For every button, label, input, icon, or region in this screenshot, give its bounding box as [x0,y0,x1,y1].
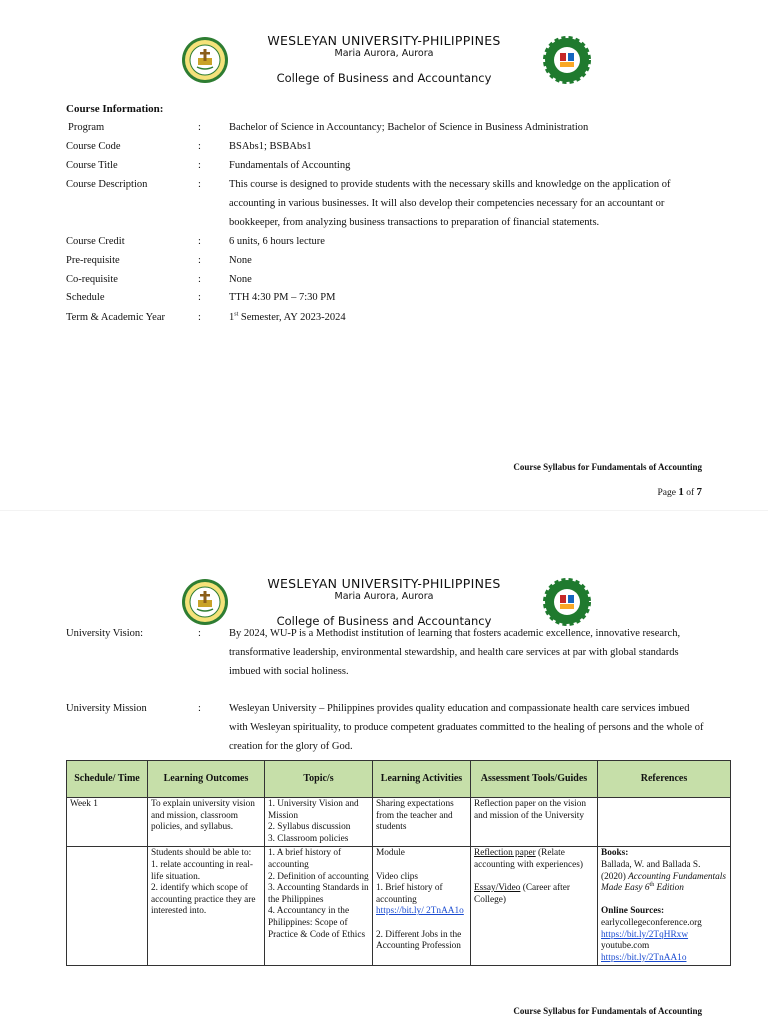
row1-outcomes: To explain university vision and mission, classroom policies, and syllabus. [148,798,265,847]
row1-schedule: Week 1 [67,798,148,847]
schedule-label: Schedule [66,292,105,303]
row2-schedule [67,847,148,966]
course-credit-label: Course Credit [66,236,125,247]
college-name: College of Business and Accountancy [276,71,492,85]
term-value [229,308,701,327]
reference-link[interactable]: https://bit.ly/2TnAA1o [601,952,687,963]
row2-references [598,847,731,966]
course-title-label: Course Title [66,160,118,171]
colon: : [198,160,201,171]
vision-label: University Vision: [66,628,144,639]
topic-item: 2. Definition of accounting [268,871,369,882]
term-suffix: st [234,311,239,318]
course-code-value: BSAbs1; BSBAbs1 [229,141,312,152]
mission-label: University Mission [66,703,147,714]
row2-topics [265,847,373,966]
vision-value: By 2024, WU-P is a Methodist institution of learning that fosters academic excellence, innovative research, transformative leadership, environmental stewardship, and health care services at par with global standards imbued with social holiness. [229,628,681,677]
university-address: Maria Aurora, Aurora [334,48,434,59]
row1-references [598,798,731,847]
outcome-item: Students should be able to: [151,848,252,859]
row2-outcomes [148,847,265,966]
reflection-paper-label: Reflection paper [474,848,536,859]
colon: : [198,312,201,323]
corequisite-label: Co-requisite [66,274,118,285]
video-link[interactable]: https://bit.ly/ 2TnAA1o [376,906,464,917]
page-word: Page [657,488,676,498]
book-citation [601,860,727,895]
university-name: WESLEYAN UNIVERSITY-PHILIPPINES [267,576,501,591]
topic-item: 1. University Vision and Mission [268,799,359,821]
header-schedule: Schedule/ Time [67,761,148,798]
colon: : [198,141,201,152]
activity-video-clips: Video clips [376,871,419,882]
row1-activities: Sharing expectations from the teacher and students [373,798,471,847]
reference-link[interactable]: https://bit.ly/2TqHRxw [601,929,689,940]
page-2 [0,512,768,1024]
term-rest: Semester, AY 2023-2024 [238,312,346,323]
topic-item: 1. A brief history of accounting [268,848,342,870]
header-learning-outcomes: Learning Outcomes [148,761,265,798]
essay-video-label: Essay/Video [474,883,521,894]
university-name: WESLEYAN UNIVERSITY-PHILIPPINES [267,33,501,48]
course-credit-value: 6 units, 6 hours lecture [229,236,325,247]
books-label: Books: [601,848,629,859]
colon: : [198,236,201,247]
book-authors: Ballada, W. and Ballada S. (2020) [601,859,701,882]
book-edition-suffix: th [649,882,655,889]
outcome-item: 1. relate accounting in real-life situation. [151,859,253,882]
term-label: Term & Academic Year [66,312,165,323]
outcome-item: 2. identify which scope of accounting practice they are interested into. [151,883,256,917]
page-total: 7 [696,486,702,498]
topic-item: 4. Accountancy in the Philippines: Scope of Practice & Code of Ethics [268,906,366,940]
table-header-row [67,761,731,798]
page-current: 1 [678,486,684,498]
row2-assessment [471,847,598,966]
header-assessment: Assessment Tools/Guides [471,761,598,798]
online-sources-label: Online Sources: [601,906,665,917]
header-references: References [598,761,731,798]
course-description-label: Course Description [66,179,148,190]
footer-title: Course Syllabus for Fundamentals of Accounting [513,462,702,472]
activity-module: Module [376,848,405,859]
online-source: youtube.com [601,941,650,952]
colon: : [198,274,201,285]
university-address: Maria Aurora, Aurora [334,591,434,602]
table-row [67,798,731,847]
page-number [657,486,702,498]
row1-topics [265,798,373,847]
course-title-value: Fundamentals of Accounting [229,160,351,171]
term-number: 1 [229,312,235,323]
course-code-label: Course Code [66,141,121,152]
footer-title: Course Syllabus for Fundamentals of Accounting [513,1006,702,1016]
activity-jobs: 2. Different Jobs in the Accounting Profession [376,929,462,952]
mission-value: Wesleyan University – Philippines provides quality education and compassionate health care services imbued with Wesleyan spirituality, to produce competent graduates committed to the healing of persons and the whole of creation for the glory of God. [229,703,704,752]
program-label: Program [68,122,105,133]
colon: : [198,703,201,714]
topic-item: 3. Classroom policies [268,833,349,844]
colon: : [198,179,201,190]
reflection-paper-desc: (Relate accounting with experiences) [474,848,583,870]
colon: : [198,255,201,266]
row2-activities [373,847,471,966]
course-description-value: This course is designed to provide students with the necessary skills and knowledge on the application of accounting in various businesses. It will also develop their competencies necessary for an accountant or bookkeeper, from analyzing business transactions to preparation of financial statements. [229,179,671,228]
topic-item: 2. Syllabus discussion [268,822,351,833]
table-row [67,847,731,966]
college-name: College of Business and Accountancy [276,614,492,628]
book-edition: Edition [656,883,684,894]
syllabus-table [66,760,731,966]
prerequisite-label: Pre-requisite [66,255,120,266]
colon: : [198,122,201,133]
assessment-essay [474,883,594,906]
activity-brief-history: 1. Brief history of accounting [376,883,443,905]
course-information-heading: Course Information: [66,103,164,115]
program-value: Bachelor of Science in Accountancy; Bachelor of Science in Business Administration [229,122,589,133]
topic-item: 3. Accounting Standards in the Philippines [268,883,369,905]
essay-video-desc: (Career after College) [474,883,570,905]
page-separator [0,510,768,511]
assessment-reflection [474,848,594,871]
book-title: Accounting Fundamentals Made Easy 6 [601,871,726,894]
colon: : [198,292,201,303]
header-learning-activities: Learning Activities [373,761,471,798]
online-source: earlycollegeconference.org [601,917,702,928]
header-topics: Topic/s [265,761,373,798]
of-word: of [686,488,695,498]
prerequisite-value: None [229,255,252,266]
schedule-value: TTH 4:30 PM – 7:30 PM [229,292,336,303]
row1-assessment: Reflection paper on the vision and mission of the University [471,798,598,847]
corequisite-value: None [229,274,252,285]
colon: : [198,628,201,639]
